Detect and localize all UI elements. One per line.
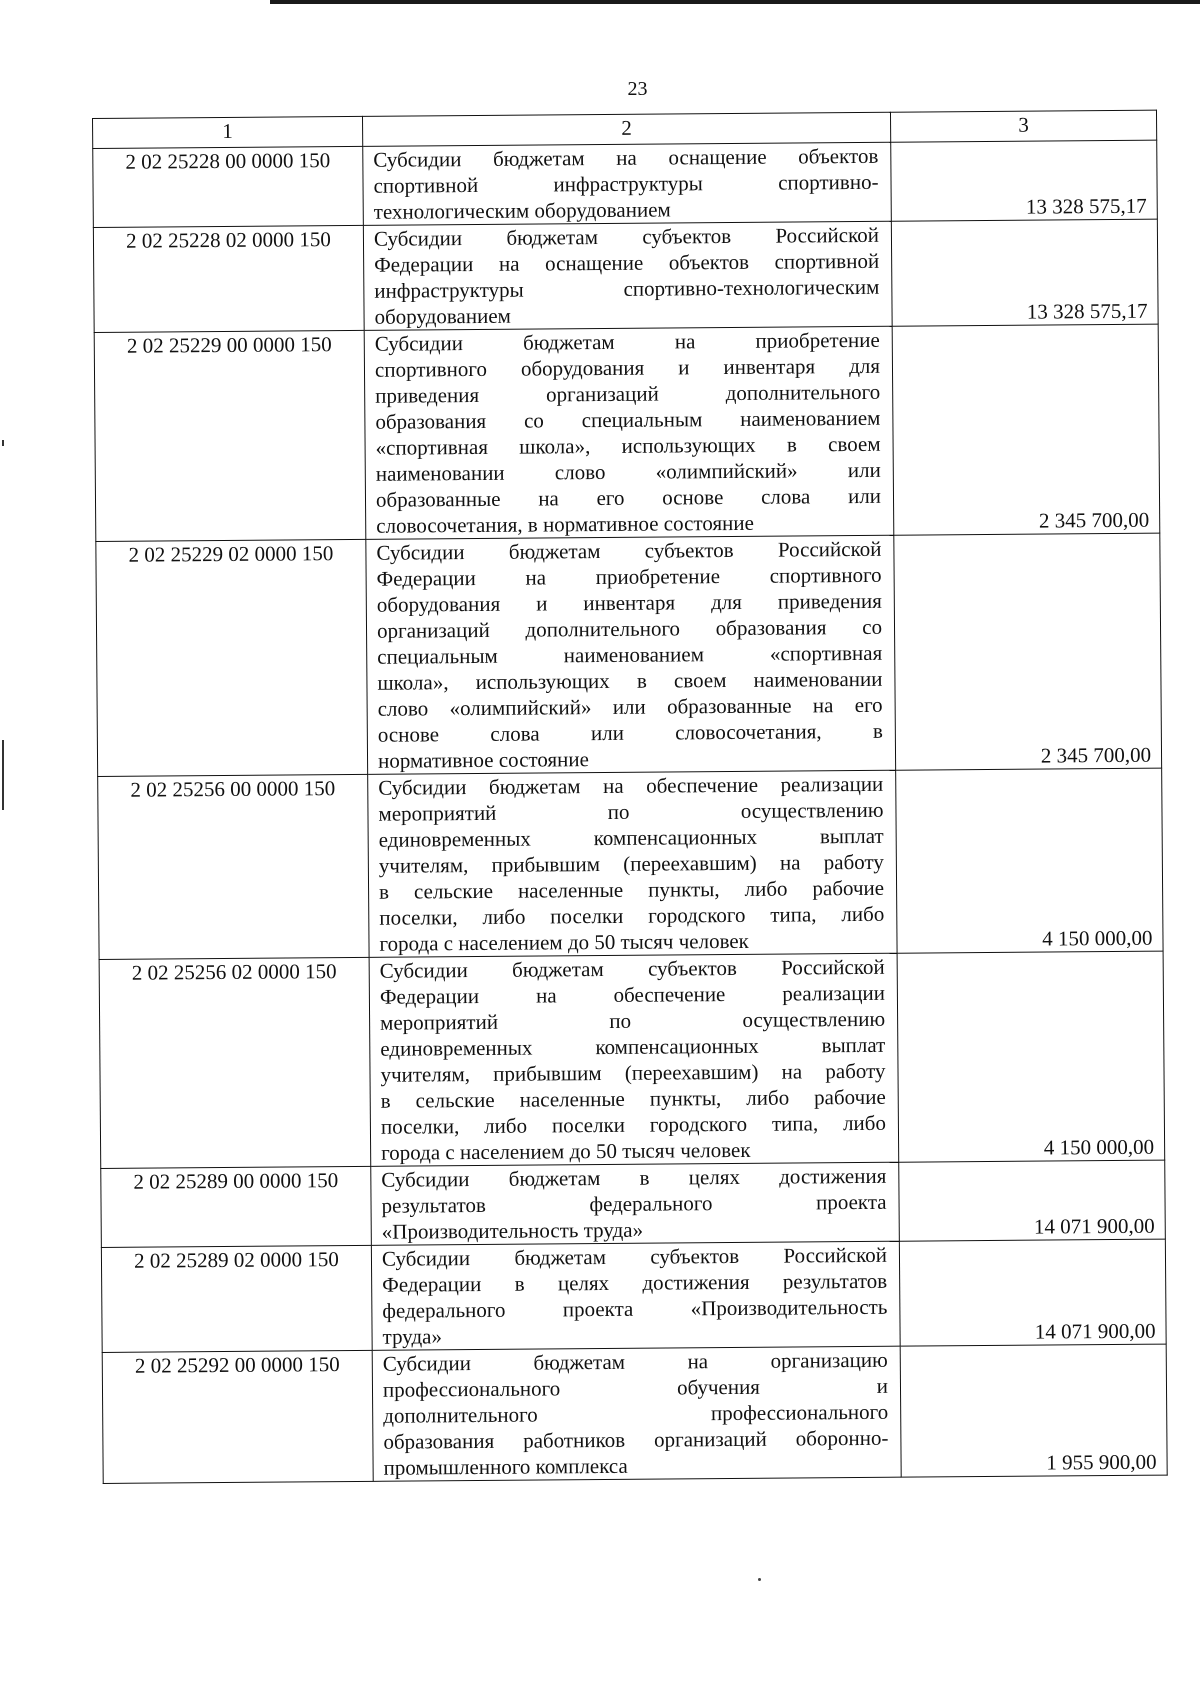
description-line: образования со специальным наименованием: [375, 405, 881, 434]
description-cell: [368, 770, 897, 957]
description-cell: [363, 142, 892, 225]
budget-code-cell: 2 02 25256 00 0000 150: [98, 774, 369, 959]
description-line: поселки, либо поселки городского типа, либо: [380, 1110, 887, 1139]
description-line: Федерации на приобретение спортивного: [376, 562, 882, 591]
description-cell: [372, 1346, 901, 1481]
description-line: мероприятий по осуществлению: [380, 1006, 886, 1035]
description-line: Субсидии бюджетам на организацию: [382, 1347, 888, 1376]
description-line: наименовании слово «олимпийский» или: [375, 457, 881, 486]
description-line: труда»: [382, 1324, 443, 1349]
description-line: единовременных компенсационных выплат: [378, 823, 884, 852]
description-cell: [364, 326, 894, 539]
budget-code-cell: 2 02 25229 02 0000 150: [96, 539, 368, 776]
amount-cell: 14 071 900,00: [899, 1239, 1166, 1346]
table-row: [101, 1160, 1166, 1247]
description-line: результатов федерального проекта: [381, 1189, 887, 1218]
description-line: единовременных компенсационных выплат: [380, 1032, 886, 1061]
description-cell: [371, 1162, 900, 1245]
amount-cell: 2 345 700,00: [892, 324, 1160, 535]
description-line: Субсидии бюджетам на приобретение: [374, 327, 880, 356]
description-line: Субсидии бюджетам субъектов Российской: [381, 1242, 888, 1271]
description-line: Федерации на оснащение объектов спортивной: [374, 248, 880, 277]
description-line: образованные на его основе слова или: [375, 483, 882, 512]
description-line: школа», использующих в своем наименовании: [377, 666, 883, 695]
description-line: профессионального обучения и: [382, 1373, 889, 1402]
scan-edge-top: [270, 0, 1200, 4]
description-line: оборудованием: [374, 303, 511, 329]
budget-code-cell: 2 02 25228 02 0000 150: [93, 225, 364, 332]
description-line: мероприятий по осуществлению: [378, 797, 884, 826]
table-row: [99, 951, 1165, 1168]
table-row: [101, 1239, 1166, 1352]
description-line: слово «олимпийский» или образованные на его: [377, 692, 883, 721]
description-line: приведения организаций дополнительного: [375, 379, 881, 408]
description-cell: [371, 1241, 900, 1350]
amount-cell: 13 328 575,17: [891, 219, 1158, 326]
budget-code-cell: 2 02 25228 00 0000 150: [93, 146, 364, 227]
description-line: «спортивная школа», использующих в своем: [375, 431, 881, 460]
budget-revenue-table: [92, 110, 1168, 1484]
scan-mark: [2, 740, 4, 810]
description-line: технологическим оборудованием: [373, 197, 671, 224]
amount-cell: 14 071 900,00: [899, 1160, 1166, 1241]
table-row: [98, 768, 1163, 959]
description-line: Федерации в целях достижения результатов: [382, 1268, 888, 1297]
amount-cell: 13 328 575,17: [891, 140, 1158, 221]
description-line: специальным наименованием «спортивная: [377, 640, 883, 669]
description-cell: [363, 221, 892, 330]
description-line: образования работников организаций оборонно-: [383, 1425, 889, 1454]
description-line: поселки, либо поселки городского типа, либо: [379, 901, 885, 930]
description-line: Субсидии бюджетам субъектов Российской: [376, 536, 882, 565]
description-line: в сельские населенные пункты, либо рабочие: [380, 1084, 886, 1113]
amount-cell: 1 955 900,00: [900, 1344, 1167, 1477]
scan-mark: [2, 440, 4, 446]
table-row: [93, 140, 1158, 227]
budget-code-cell: 2 02 25289 00 0000 150: [101, 1166, 372, 1247]
description-cell: [366, 535, 896, 774]
amount-cell: 4 150 000,00: [897, 951, 1165, 1162]
page-number: 23: [627, 78, 648, 100]
amount-cell: 4 150 000,00: [896, 768, 1163, 953]
description-line: основе слова или словосочетания, в: [377, 718, 883, 747]
description-line: инфраструктуры спортивно-технологическим: [374, 274, 880, 303]
description-line: учителям, прибывшим (переехавшим) на работу: [380, 1058, 886, 1087]
description-line: Субсидии бюджетам на обеспечение реализации: [378, 771, 884, 800]
description-line: Субсидии бюджетам субъектов Российской: [373, 222, 880, 251]
description-line: в сельские населенные пункты, либо рабочие: [378, 875, 885, 904]
description-line: спортивной инфраструктуры спортивно-: [373, 169, 879, 198]
budget-code-cell: 2 02 25229 00 0000 150: [94, 330, 366, 541]
description-line: дополнительного профессионального: [383, 1399, 889, 1428]
table-row: [94, 324, 1160, 541]
table-row: [93, 219, 1158, 332]
description-line: учителям, прибывшим (переехавшим) на работу: [378, 849, 884, 878]
description-line: города с населением до 50 тысяч человек: [381, 1137, 751, 1165]
table-row: [96, 533, 1162, 776]
description-line: спортивного оборудования и инвентаря для: [374, 353, 881, 382]
description-cell: [369, 953, 899, 1166]
description-line: организаций дополнительного образования со: [376, 614, 883, 643]
description-line: оборудования и инвентаря для приведения: [376, 588, 882, 617]
column-header-code: 1: [93, 116, 363, 148]
budget-code-cell: 2 02 25292 00 0000 150: [102, 1350, 373, 1483]
description-line: нормативное состояние: [377, 747, 590, 773]
column-header-description: 2: [362, 112, 890, 146]
budget-code-cell: 2 02 25256 02 0000 150: [99, 957, 371, 1168]
description-line: «Производительность труда»: [381, 1217, 644, 1244]
column-header-amount: 3: [890, 110, 1156, 142]
description-line: города с населением до 50 тысяч человек: [379, 928, 749, 956]
table-row: [102, 1344, 1167, 1483]
amount-cell: 2 345 700,00: [894, 533, 1162, 770]
description-line: словосочетания, в нормативное состояние: [376, 510, 754, 538]
description-line: Субсидии бюджетам в целях достижения: [381, 1163, 887, 1192]
budget-code-cell: 2 02 25289 02 0000 150: [101, 1245, 372, 1352]
description-line: промышленного комплекса: [383, 1453, 628, 1480]
scan-speck: [758, 1578, 761, 1581]
description-line: Федерации на обеспечение реализации: [379, 980, 885, 1009]
description-line: федерального проекта «Производительность: [382, 1294, 888, 1323]
description-line: Субсидии бюджетам субъектов Российской: [379, 954, 885, 983]
description-line: Субсидии бюджетам на оснащение объектов: [373, 143, 879, 172]
